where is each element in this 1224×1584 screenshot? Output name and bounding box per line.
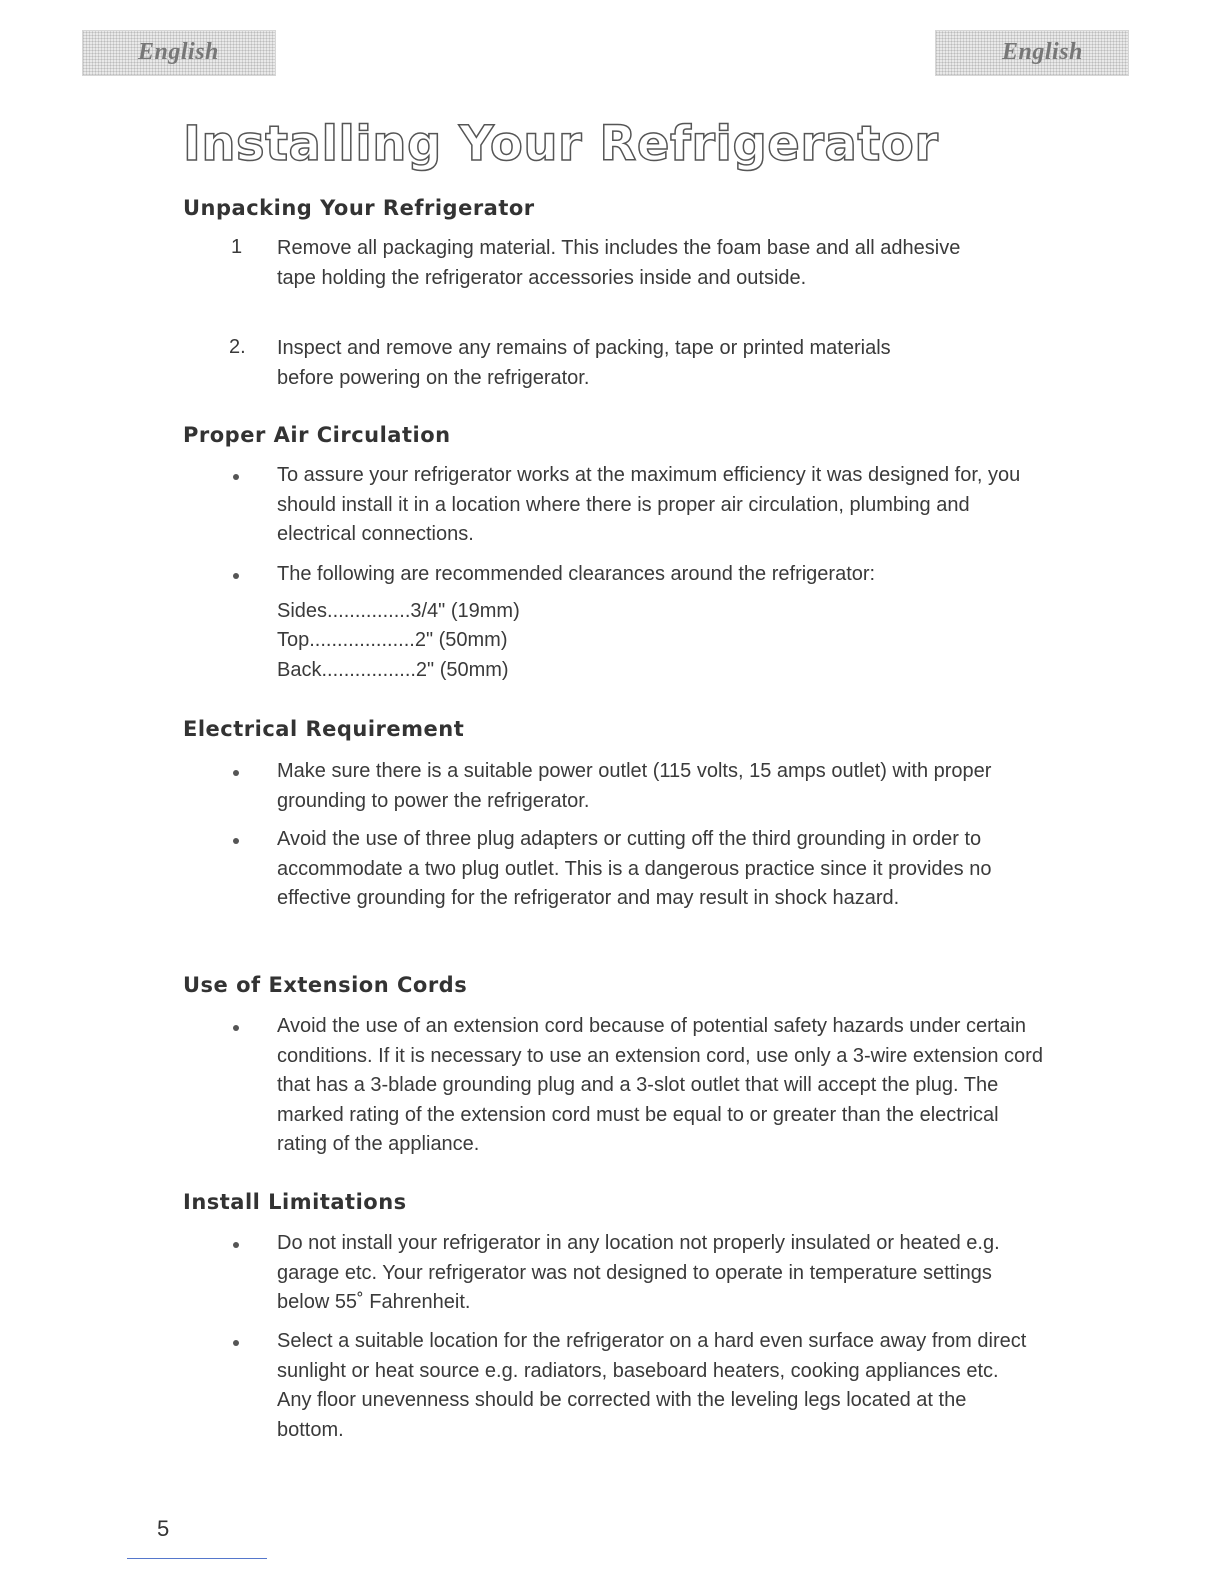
clearance-top: Top...................2" (50mm) <box>277 629 508 651</box>
heading-air-circulation: Proper Air Circulation <box>183 423 451 447</box>
list-item: Select a suitable location for the refrigerator on a hard even surface away from direct sunlight or heat source e.g. radiators, baseboard heaters, cooking appliances etc. Any floor unevenness should be corrected with the leveling legs located at the bottom. <box>277 1330 1027 1441</box>
heading-install-limitations: Install Limitations <box>183 1190 407 1214</box>
list-item: Do not install your refrigerator in any location not properly insulated or heated e.g. garage etc. Your refrigerator was not designed to operate in temperature settings below 55˚ Fahrenheit. <box>277 1232 1000 1313</box>
language-label-left: English <box>138 39 219 65</box>
language-label-right: English <box>1002 39 1083 65</box>
page-number: 5 <box>157 1516 170 1541</box>
bullet-icon <box>233 1242 239 1248</box>
list-item: The following are recommended clearances around the refrigerator: <box>277 563 876 585</box>
page-title: Installing Your Refrigerator <box>183 116 939 172</box>
bullet-icon <box>233 770 239 776</box>
bullet-icon <box>233 1340 239 1346</box>
step-number: 2. <box>229 336 246 358</box>
language-tab-left <box>82 30 276 76</box>
list-item: Make sure there is a suitable power outlet (115 volts, 15 amps outlet) with proper grounding to power the refrigerator. <box>277 760 992 812</box>
list-item: Inspect and remove any remains of packing, tape or printed materials before powering on the refrigerator. <box>277 337 891 389</box>
list-item: Avoid the use of an extension cord because of potential safety hazards under certain conditions. If it is necessary to use an extension cord, use only a 3-wire extension cord that has a 3-blade grounding plug and a 3-slot outlet that will accept the plug. The marked rating of the extension cord must be equal to or greater than the electrical rating of the appliance. <box>277 1015 1043 1155</box>
heading-electrical: Electrical Requirement <box>183 717 465 741</box>
step-number: 1 <box>231 236 243 258</box>
list-item: To assure your refrigerator works at the maximum efficiency it was designed for, you should install it in a location where there is proper air circulation, plumbing and electrical connections. <box>277 464 1021 545</box>
language-tab-right <box>935 30 1129 76</box>
bullet-icon <box>233 573 239 579</box>
heading-unpacking: Unpacking Your Refrigerator <box>183 196 535 220</box>
heading-extension-cords: Use of Extension Cords <box>183 973 468 997</box>
bullet-icon <box>233 1025 239 1031</box>
clearance-back: Back.................2" (50mm) <box>277 659 509 681</box>
bullet-icon <box>233 838 239 844</box>
footer-rule <box>127 1558 267 1559</box>
clearance-sides: Sides...............3/4" (19mm) <box>277 600 520 622</box>
bullet-icon <box>233 474 239 480</box>
list-item: Avoid the use of three plug adapters or cutting off the third grounding in order to accommodate a two plug outlet. This is a dangerous practice since it provides no effective grounding for the refrigerator and may result in shock hazard. <box>277 828 992 909</box>
list-item: Remove all packaging material. This includes the foam base and all adhesive tape holding the refrigerator accessories inside and outside. <box>277 237 961 289</box>
